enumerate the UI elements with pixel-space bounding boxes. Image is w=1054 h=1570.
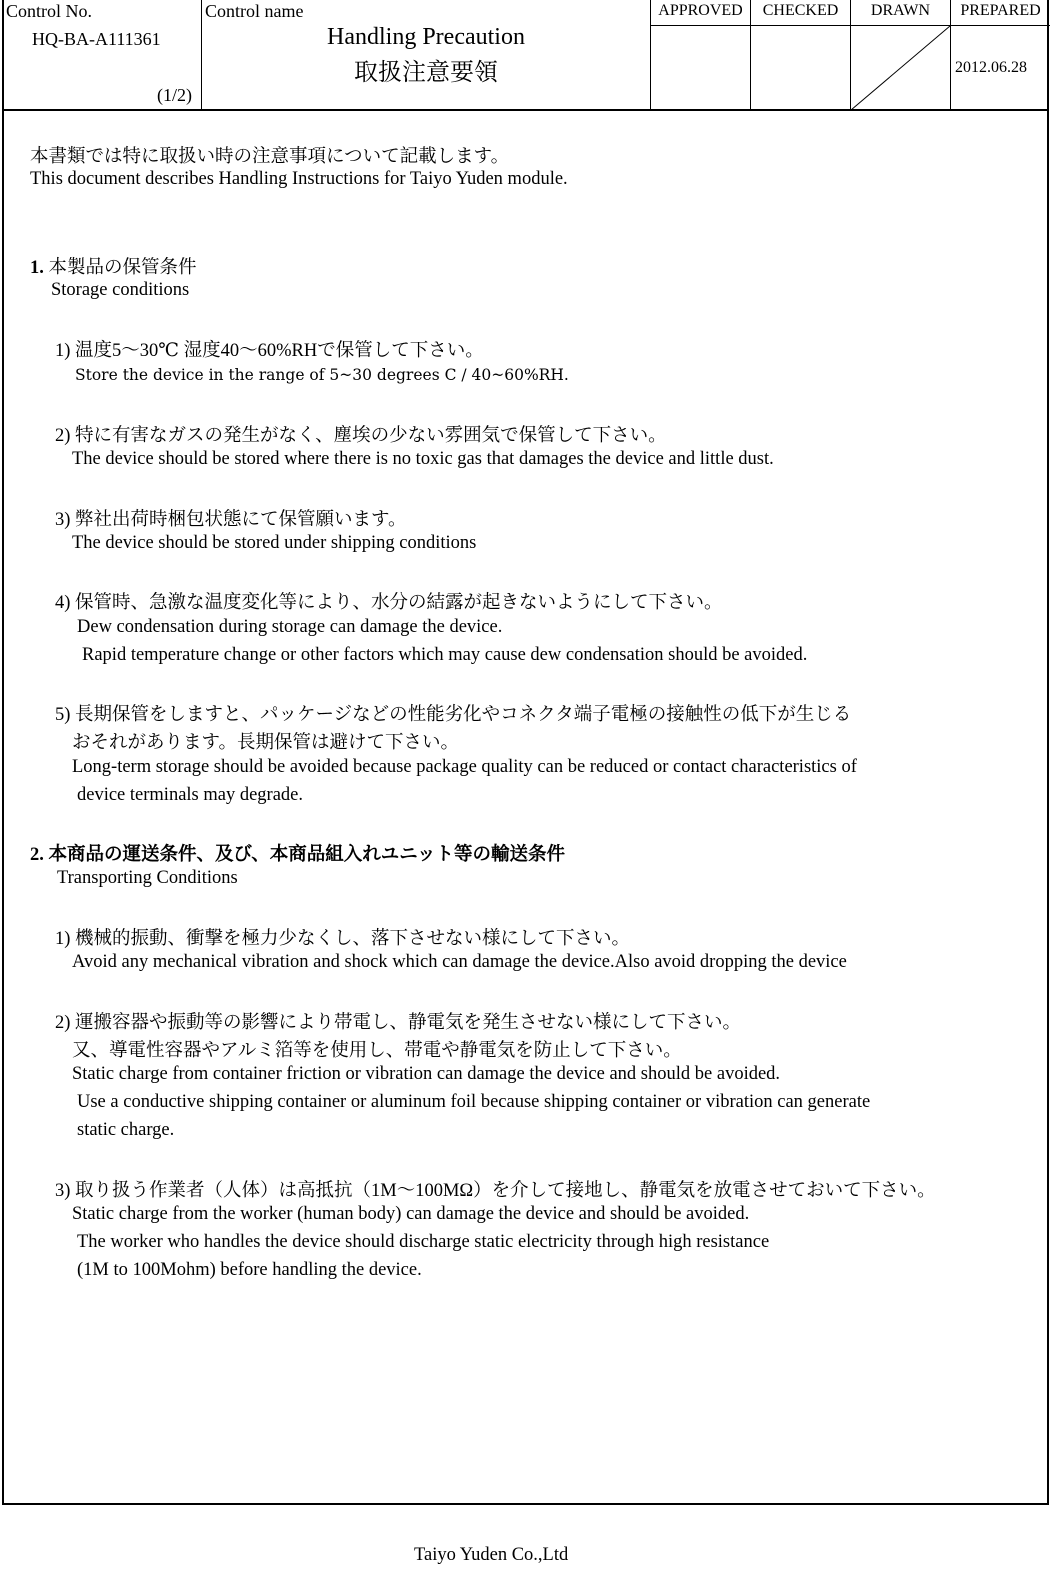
s2-item2-jp2: 又、導電性容器やアルミ箔等を使用し、帯電や静電気を防止して下さい。 bbox=[72, 1041, 682, 1061]
s1-item4-jp: 4) 保管時、急激な温度変化等により、水分の結露が起きないようにして下さい。 bbox=[55, 593, 723, 613]
control-no-value: HQ-BA-A111361 bbox=[32, 29, 161, 49]
control-name-label: Control name bbox=[205, 1, 304, 21]
section1-title-jp: 本製品の保管条件 bbox=[48, 258, 197, 278]
s2-item2-en2: Use a conductive shipping container or aluminum foil because shipping container or vibration can generate bbox=[77, 1092, 871, 1112]
s1-item3-en: The device should be stored under shipping conditions bbox=[72, 533, 477, 553]
s1-item2-jp: 2) 特に有害なガスの発生がなく、塵埃の少ない雰囲気で保管して下さい。 bbox=[55, 426, 667, 446]
drawn-label: DRAWN bbox=[870, 2, 931, 19]
drawn-diagonal-line bbox=[851, 26, 950, 110]
s1-item3-jp: 3) 弊社出荷時梱包状態にて保管願います。 bbox=[55, 510, 407, 530]
s2-item2-en1: Static charge from container friction or vibration can damage the device and should be avoided. bbox=[72, 1064, 781, 1084]
approval-label-line bbox=[650, 25, 1050, 26]
section1-number: 1. bbox=[30, 258, 44, 278]
s1-item5-en1: Long-term storage should be avoided because package quality can be reduced or contact characteristics of bbox=[72, 757, 857, 777]
checked-label: CHECKED bbox=[762, 2, 839, 19]
approved-label: APPROVED bbox=[658, 2, 743, 19]
section2-title-en: Transporting Conditions bbox=[57, 868, 238, 888]
s1-item4-en2: Rapid temperature change or other factors which may cause dew condensation should be avoided. bbox=[82, 645, 808, 665]
s1-item5-jp1: 5) 長期保管をしますと、パッケージなどの性能劣化やコネクタ端子電極の接触性の低下が生じる bbox=[55, 705, 852, 725]
header-left-border bbox=[2, 0, 4, 110]
section1-heading bbox=[30, 253, 197, 279]
intro-jp: 本書類では特に取扱い時の注意事項について記載します。 bbox=[30, 147, 510, 167]
section2-number: 2. bbox=[30, 845, 44, 865]
s1-item2-en: The device should be stored where there is no toxic gas that damages the device and little dust. bbox=[72, 449, 774, 469]
s1-item1-jp: 1) 温度5～30℃ 湿度40～60%RHで保管して下さい。 bbox=[55, 341, 484, 361]
s2-item3-en3: (1M to 100Mohm) before handling the device. bbox=[77, 1260, 422, 1280]
control-no-label: Control No. bbox=[6, 1, 93, 21]
s2-item3-en1: Static charge from the worker (human body) can damage the device and should be avoided. bbox=[72, 1204, 750, 1224]
s1-item5-jp2: おそれがあります。長期保管は避けて下さい。 bbox=[72, 733, 460, 753]
page-indicator: (1/2) bbox=[157, 85, 192, 105]
section2-title-jp: 本商品の運送条件、及び、本商品組入れユニット等の輸送条件 bbox=[48, 845, 566, 865]
intro-en: This document describes Handling Instructions for Taiyo Yuden module. bbox=[30, 169, 568, 189]
s1-item5-en2: device terminals may degrade. bbox=[77, 785, 304, 805]
title-en: Handling Precaution bbox=[327, 24, 525, 50]
s2-item2-jp1: 2) 運搬容器や振動等の影響により帯電し、静電気を発生させない様にして下さい。 bbox=[55, 1013, 742, 1033]
section1-title-en: Storage conditions bbox=[51, 280, 190, 300]
prepared-label: PREPARED bbox=[960, 2, 1041, 19]
s1-item4-en1: Dew condensation during storage can damage the device. bbox=[77, 617, 503, 637]
prepared-date: 2012.06.28 bbox=[955, 59, 1027, 76]
s2-item3-en2: The worker who handles the device should discharge static electricity through high resistance bbox=[77, 1232, 770, 1252]
section2-heading bbox=[30, 840, 565, 866]
footer-company: Taiyo Yuden Co.,Ltd bbox=[414, 1545, 569, 1565]
title-jp: 取扱注意要領 bbox=[354, 60, 498, 86]
s2-item1-en: Avoid any mechanical vibration and shock which can damage the device.Also avoid dropping the device bbox=[72, 952, 847, 972]
s2-item3-jp: 3) 取り扱う作業者（人体）は高抵抗（1M～100MΩ）を介して接地し、静電気を放電させておいて下さい。 bbox=[55, 1181, 936, 1201]
s1-item1-en: Store the device in the range of 5~30 degrees C / 40~60%RH. bbox=[75, 366, 569, 384]
s2-item2-en3: static charge. bbox=[77, 1120, 175, 1140]
s2-item1-jp: 1) 機械的振動、衝撃を極力少なくし、落下させない様にして下さい。 bbox=[55, 929, 631, 949]
